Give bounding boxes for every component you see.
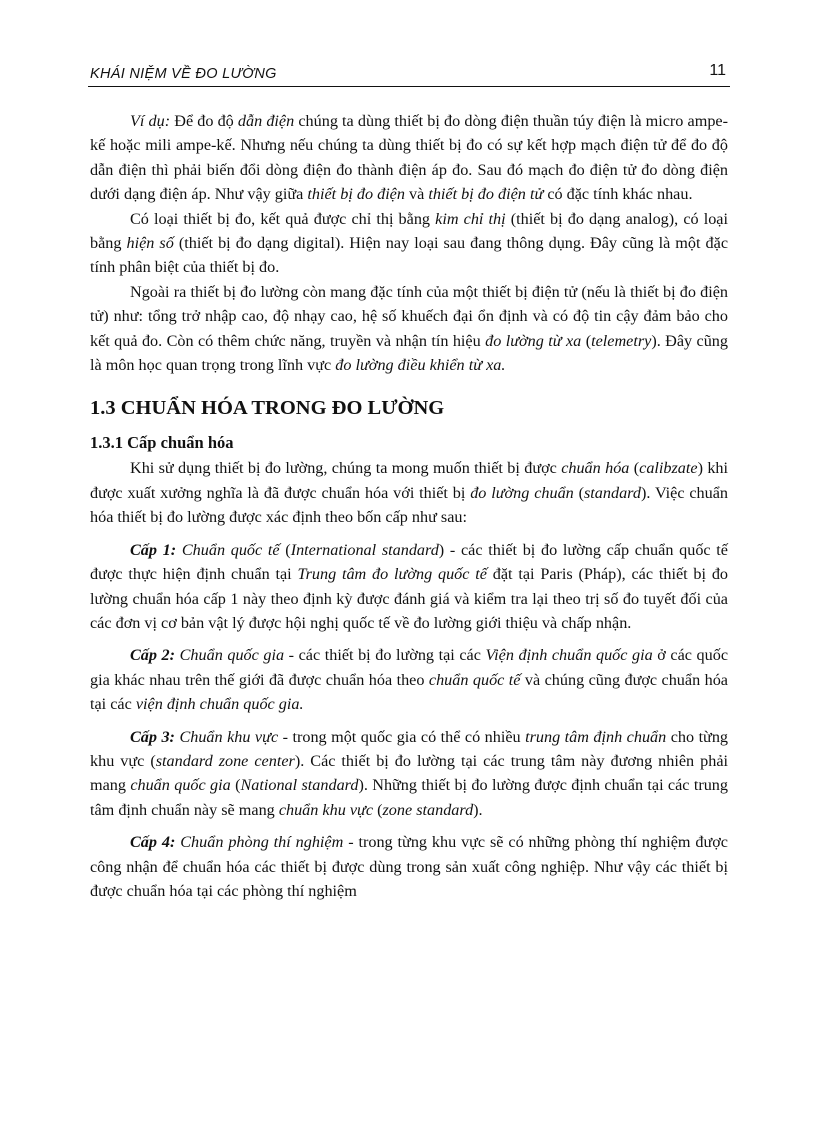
- paragraph-level-4: [90, 830, 728, 903]
- text-span: ). Đây cũng là môn học quan trọng trong lĩnh vực: [90, 331, 728, 375]
- text-span: chuẩn khu vực: [278, 800, 374, 819]
- level-label: Cấp 4:: [130, 833, 176, 852]
- text-span: Chuẩn phòng thí nghiệm: [180, 833, 344, 852]
- text-span: có đặc tính khác nhau.: [543, 185, 693, 204]
- text-span: Chuẩn quốc gia: [179, 646, 285, 665]
- text-span: chuẩn quốc gia: [130, 776, 231, 795]
- text-span: đo lường từ xa: [485, 331, 582, 350]
- text-span: đặt tại Paris (Pháp), các thiết bị đo lường chuẩn hóa cấp 1 này theo định kỳ được đánh giá và kiểm tra lại theo trị số đo tuyết đối của các đơn vị cơ bản vật lý được hội nghị quốc tế về đo lường giới thiệu và chấp nhận.: [90, 565, 729, 632]
- text-span: ). Những thiết bị đo lường được định chuẩn tại các trung tâm định chuẩn này sẽ mang: [90, 776, 728, 819]
- text-span: Chuẩn khu vực: [179, 727, 279, 746]
- paragraph-display-types: [90, 207, 728, 280]
- text-span: ) khi được xuất xưởng nghĩa là đã được chuẩn hóa với thiết bị: [90, 459, 729, 502]
- paragraph-example: [90, 109, 728, 207]
- text-span: (: [230, 776, 241, 795]
- text-span: National standard: [240, 776, 359, 795]
- text-span: (thiết bị đo dạng analog), có loại bằng: [90, 209, 728, 253]
- text-span: dẫn điện: [237, 112, 295, 130]
- text-span: ).: [473, 800, 483, 819]
- text-span: chuẩn quốc tế: [428, 670, 521, 689]
- text-span: Viện định chuẩn quốc gia: [485, 646, 653, 665]
- text-span: zone standard: [382, 800, 474, 819]
- text-span: (: [373, 800, 383, 819]
- paragraph-calibration-intro: [90, 456, 728, 529]
- text-span: hiện số: [126, 234, 174, 253]
- text-span: Ngoài ra thiết bị đo lường còn mang đặc tính của một thiết bị điện tử (nếu là thiết bị đo điện tử) như: tổng trở nhập cao, độ nhạy cao, hệ số khuếch đại ổn định và có độ tin cậy đảm bảo cho kết quả đo. Còn có thêm chức năng, truyền và nhận tín hiệu: [90, 282, 728, 350]
- paragraph-level-1: [90, 538, 728, 636]
- paragraph-level-3: [90, 725, 728, 823]
- text-span: đo lường chuẩn: [470, 483, 574, 502]
- text-span: ) - các thiết bị đo lường cấp chuẩn quốc tế được thực hiện định chuẩn tại: [90, 540, 728, 584]
- paragraph-level-2: [90, 643, 728, 716]
- subsection-heading: 1.3.1 Cấp chuẩn hóa: [90, 433, 234, 453]
- text-span: Khi sử dụng thiết bị đo lường, chúng ta mong muốn thiết bị được: [130, 459, 562, 478]
- text-span: (: [581, 331, 592, 350]
- text-span: chuẩn hóa: [561, 459, 630, 478]
- text-span: standard: [584, 483, 641, 502]
- text-span: standard zone center: [155, 751, 295, 770]
- text-span: cho từng khu vực (: [90, 727, 729, 770]
- text-span: đo lường điều khiển từ xa.: [335, 356, 506, 375]
- page-header: [88, 60, 730, 87]
- text-span: - trong một quốc gia có thể có nhiều: [278, 727, 526, 746]
- body-text: [90, 109, 728, 903]
- text-span: ở các quốc gia khác nhau trên thế giới đã được chuẩn hóa theo: [90, 646, 729, 689]
- running-head: KHÁI NIỆM VỀ ĐO LƯỜNG: [90, 66, 277, 82]
- text-span: International standard: [290, 540, 439, 559]
- text-span: thiết bị đo điện tử: [428, 185, 544, 204]
- level-label: Cấp 3:: [130, 727, 175, 746]
- text-span: telemetry: [591, 331, 652, 350]
- text-span: chúng ta dùng thiết bị đo dòng điện thuần túy điện là micro ampe-kế hoặc mili ampe-kế. Nhưng nếu chúng ta dùng thiết bị đo có sự kết hợp mạch điện tử để đo độ dẫn điện thì phải biến đổi dòng điện đo thành điện áp đo. Sau đó mạch đo điện tử đo dòng điện dưới dạng điện áp. Như vậy giữa: [90, 112, 728, 204]
- text-span: - các thiết bị đo lường tại các: [284, 646, 486, 665]
- page-number: 11: [709, 62, 726, 79]
- level-label: Cấp 2:: [130, 646, 176, 665]
- level-label: Cấp 1:: [130, 540, 177, 559]
- paragraph-electronic-properties: [90, 280, 728, 378]
- text-span: trung tâm định chuẩn: [525, 727, 667, 746]
- text-span: thiết bị đo điện: [307, 185, 405, 204]
- text-span: ). Các thiết bị đo lường tại các trung tâm này đương nhiên phải mang: [90, 751, 728, 795]
- text-span: (thiết bị đo dạng digital). Hiện nay loại sau đang thông dụng. Đây cũng là một đặc tính phân biệt của thiết bị đo.: [90, 234, 729, 277]
- text-span: (: [629, 459, 640, 478]
- text-span: calibzate: [639, 459, 698, 478]
- text-span: và chúng cũng được chuẩn hóa tại các: [90, 670, 728, 714]
- text-span: và: [404, 185, 429, 204]
- text-span: kim chỉ thị: [435, 209, 506, 228]
- text-span: Có loại thiết bị đo, kết quả được chỉ thị bằng: [130, 209, 436, 228]
- text-span: ). Việc chuẩn hóa thiết bị đo lường được xác định theo bốn cấp như sau:: [90, 483, 729, 527]
- text-span: Ví dụ:: [130, 112, 171, 130]
- text-span: Để đo độ: [170, 112, 238, 130]
- text-span: - trong từng khu vực sẽ có những phòng thí nghiệm được công nhận để chuẩn hóa các thiết bị được dùng trong sản xuất công nghiệp. Như vậy các thiết bị được chuẩn hóa tại các phòng thí nghiệm: [90, 833, 728, 900]
- text-span: viện định chuẩn quốc gia.: [135, 695, 304, 714]
- text-span: (: [573, 483, 584, 502]
- text-span: (: [279, 540, 291, 559]
- text-span: Trung tâm đo lường quốc tế: [297, 565, 487, 584]
- section-heading: 1.3 CHUẨN HÓA TRONG ĐO LƯỜNG: [90, 397, 445, 420]
- text-span: Chuẩn quốc tế: [181, 540, 280, 559]
